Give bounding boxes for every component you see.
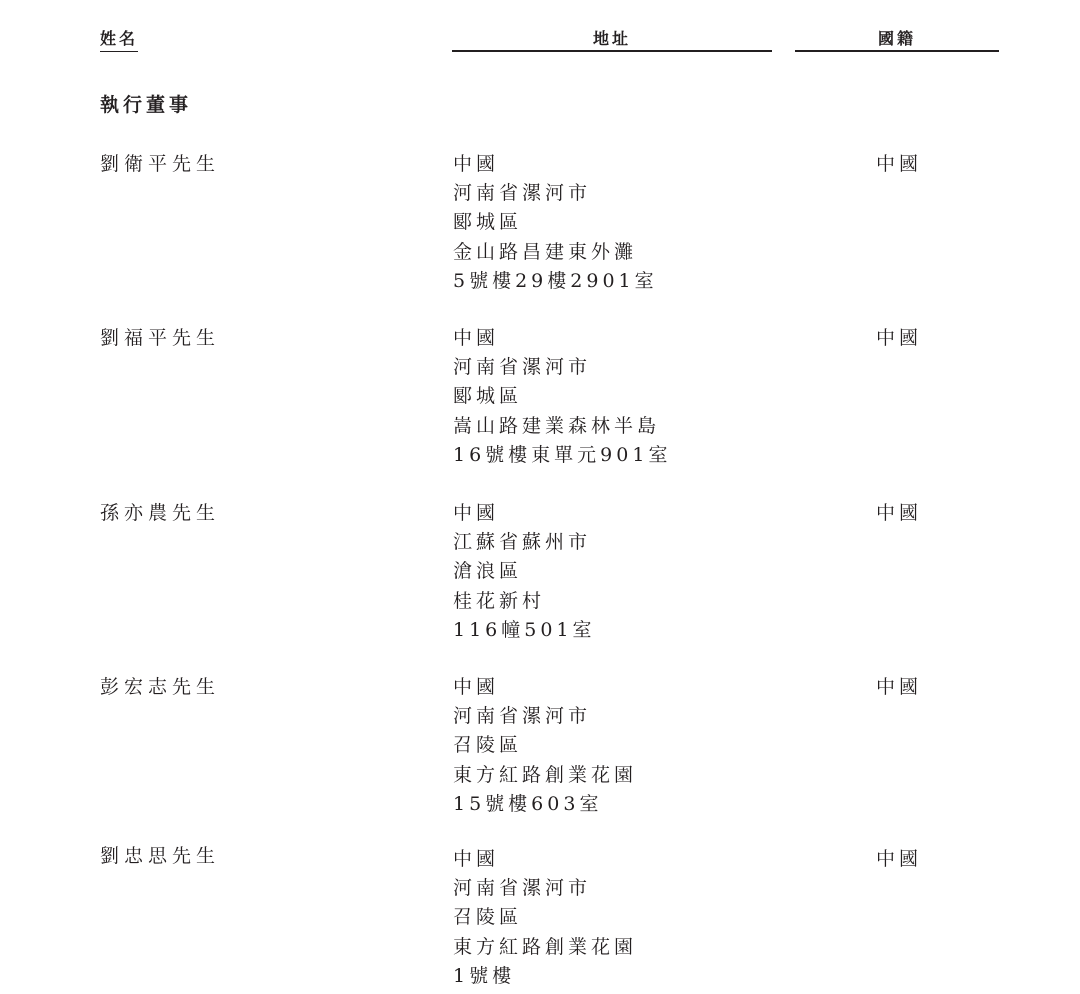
section-title: 執行董事 xyxy=(100,94,193,116)
nationality-header-rule xyxy=(795,50,999,52)
director-address xyxy=(453,150,658,296)
address-line: 郾城區 xyxy=(453,211,523,234)
address-line: 召陵區 xyxy=(453,906,523,929)
address-line: 15號樓603室 xyxy=(453,792,603,815)
address-line: 河南省漯河市 xyxy=(453,182,592,205)
director-nationality: 中國 xyxy=(876,502,923,524)
address-line: 16號樓東單元901室 xyxy=(453,443,672,466)
address-header-rule xyxy=(452,50,772,52)
column-header-address: 地址 xyxy=(592,29,631,48)
address-line: 河南省漯河市 xyxy=(453,705,592,728)
director-name: 孫亦農先生 xyxy=(100,502,221,524)
address-line: 5號樓29樓2901室 xyxy=(453,269,658,292)
address-line: 東方紅路創業花園 xyxy=(453,763,638,786)
address-line: 江蘇省蘇州市 xyxy=(453,531,592,554)
address-line: 召陵區 xyxy=(453,734,523,757)
address-line: 中國 xyxy=(453,502,500,524)
director-address xyxy=(453,324,671,470)
address-line: 河南省漯河市 xyxy=(453,877,592,900)
director-name: 劉福平先生 xyxy=(100,327,221,349)
address-line: 金山路昌建東外灘 xyxy=(453,240,638,263)
director-nationality: 中國 xyxy=(876,676,923,698)
director-name: 彭宏志先生 xyxy=(100,676,221,698)
director-address xyxy=(453,673,637,819)
column-header-nationality: 國籍 xyxy=(877,29,916,48)
director-address xyxy=(453,499,596,645)
address-line: 中國 xyxy=(453,676,500,698)
director-nationality: 中國 xyxy=(876,848,923,870)
address-line: 嵩山路建業森林半島 xyxy=(453,414,661,437)
director-name: 劉衛平先生 xyxy=(100,153,221,175)
address-line: 中國 xyxy=(453,327,500,349)
address-line: 中國 xyxy=(453,153,500,175)
address-line: 1號樓 xyxy=(453,964,516,987)
address-line: 河南省漯河市 xyxy=(453,356,592,379)
director-address xyxy=(453,845,637,991)
address-line: 滄浪區 xyxy=(453,560,523,583)
address-line: 郾城區 xyxy=(453,385,523,408)
director-nationality: 中國 xyxy=(876,327,923,349)
director-name: 劉忠思先生 xyxy=(100,845,221,867)
address-line: 東方紅路創業花園 xyxy=(453,935,638,958)
address-line: 116幢501室 xyxy=(453,618,596,641)
director-nationality: 中國 xyxy=(876,153,923,175)
address-line: 桂花新村 xyxy=(453,589,546,612)
column-header-name: 姓名 xyxy=(100,28,138,52)
address-line: 中國 xyxy=(453,848,500,870)
